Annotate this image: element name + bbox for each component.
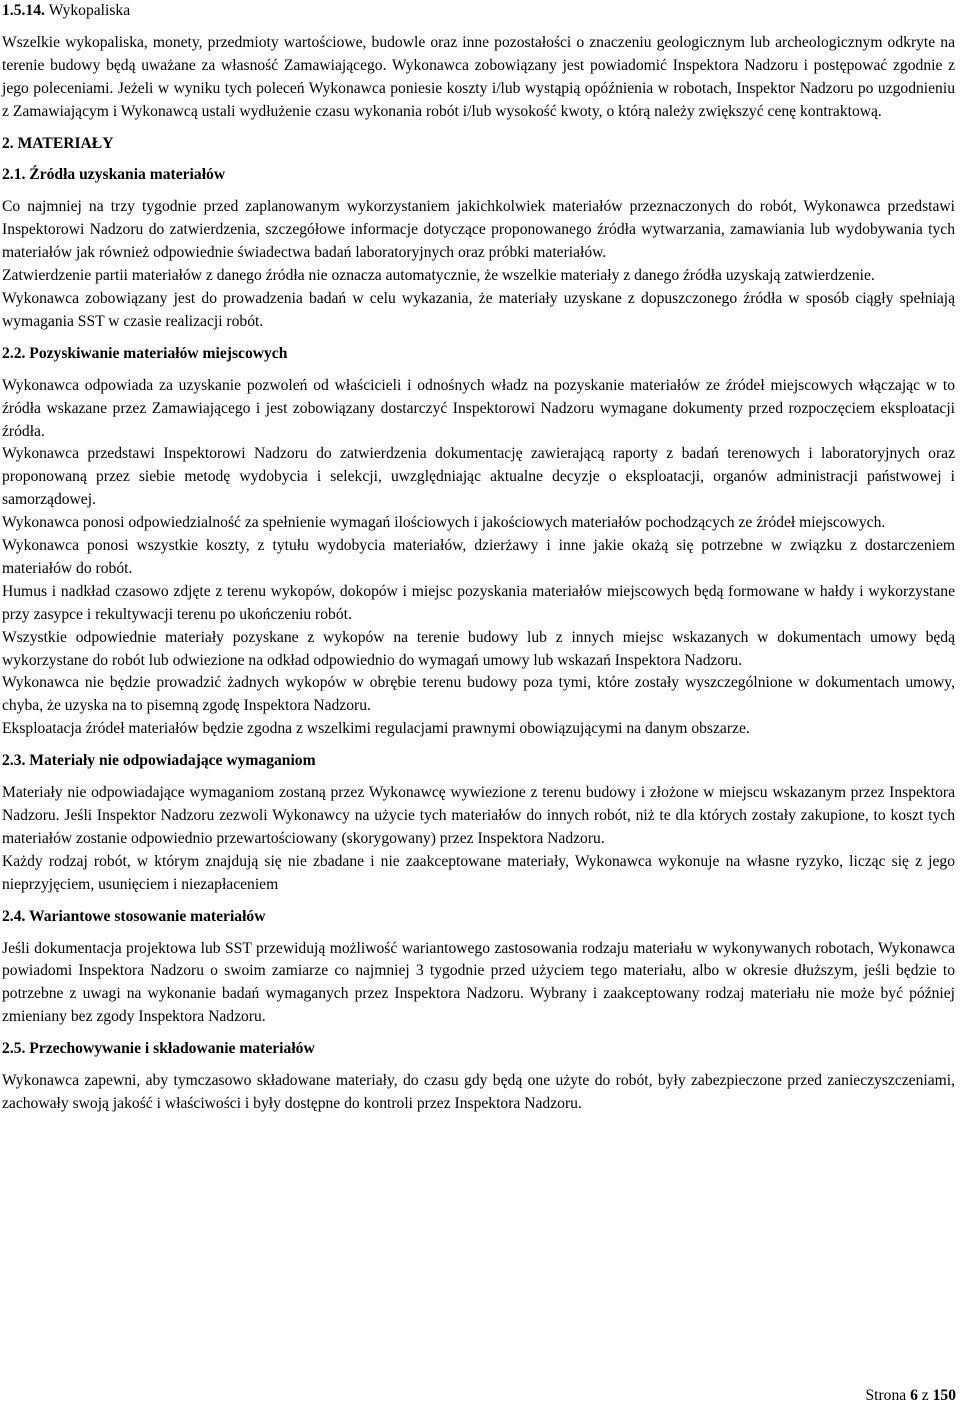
- paragraph: Wszystkie odpowiednie materiały pozyskane z wykopów na terenie budowy lub z innych miejsc wskazanych w dokumentach umowy będą wykorzystane do robót lub odwiezione na odkład odpowiednio do wymagań umowy lub wskazań Inspektora Nadzoru.: [2, 628, 955, 669]
- paragraph: Zatwierdzenie partii materiałów z danego źródła nie oznacza automatycznie, że wszelkie materiały z danego źródła uzyskają zatwierdzenie.: [2, 267, 875, 285]
- paragraph: Humus i nadkład czasowo zdjęte z terenu wykopów, dokopów i miejsc pozyskania materiałów miejscowych będą formowane w hałdy i wykorzystane przy zasypce i rekultywacji terenu po ukończeniu robót.: [2, 582, 955, 623]
- section-heading-1-5-14: [2, 0, 955, 23]
- footer-separator: z: [921, 1387, 929, 1404]
- paragraph: Jeśli dokumentacja projektowa lub SST przewidują możliwość wariantowego zastosowania rodzaju materiału w wykonywanych robotach, Wykonawca powiadomi Inspektora Nadzoru o swoim zamiarze co najmniej 3 tygodnie przed użyciem tego materiału, albo w okresie dłuższym, jeśli będzie to potrzebne z uwagi na wykonanie badań wymaganych przez Inspektora Nadzoru. Wybrany i zaakceptowany rodzaj materiału nie może być później zmieniany bez zgody Inspektora Nadzoru.: [2, 939, 955, 1026]
- footer-total-pages: 150: [932, 1387, 956, 1404]
- paragraph-wykopaliska: Wszelkie wykopaliska, monety, przedmioty wartościowe, budowle oraz inne pozostałości o znaczeniu geologicznym lub archeologicznym odkryte na terenie budowy będą uważane za własność Zamawiającego. Wykonawca zobowiązany jest powiadomić Inspektora Nadzoru i postępować zgodnie z jego poleceniami. Jeżeli w wyniku tych poleceń Wykonawca poniesie koszty i/lub wystąpią opóźnienia w robotach, Inspektor Nadzoru po uzgodnieniu z Zamawiającym i Wykonawcą ustali wydłużenie czasu wykonania robót i/lub wysokość kwoty, o którą należy zwiększyć cenę kontraktową.: [2, 33, 955, 120]
- paragraph: Wykonawca ponosi odpowiedzialność za spełnienie wymagań ilościowych i jakościowych materiałów pochodzących ze źródeł miejscowych.: [2, 514, 886, 532]
- section-title: Wykopaliska: [48, 2, 131, 19]
- paragraph: Wykonawca przedstawi Inspektorowi Nadzoru do zatwierdzenia dokumentację zawierającą raporty z badań terenowych i laboratoryjnych oraz proponowaną przez siebie metodę wydobycia i selekcji, uwzględniając aktualne decyzje o eksploatacji, organów administracji państwowej i samorządowej.: [2, 445, 955, 509]
- paragraph: Wykonawca ponosi wszystkie koszty, z tytułu wydobycia materiałów, dzierżawy i inne jakie okażą się potrzebne w związku z dostarczeniem materiałów do robót.: [2, 537, 955, 577]
- document-content: [2, 0, 955, 1116]
- footer-prefix: Strona: [865, 1387, 907, 1404]
- paragraph: Wykonawca zapewni, aby tymczasowo składowane materiały, do czasu gdy będą one użyte do robót, były zabezpieczone przed zanieczyszczeniami, zachowały swoją jakość i właściwości i były dostępne do kontroli przez Inspektora Nadzoru.: [2, 1072, 955, 1112]
- section-heading-2-2: 2.2. Pozyskiwanie materiałów miejscowych: [2, 344, 288, 362]
- paragraph: Każdy rodzaj robót, w którym znajdują się nie zbadane i nie zaakceptowane materiały, Wykonawca wykonuje na własne ryzyko, licząc się z jego nieprzyjęciem, usunięciem i niezapłaceniem: [2, 852, 955, 893]
- page-footer: [865, 1385, 956, 1408]
- section-heading-2-3: 2.3. Materiały nie odpowiadające wymaganiom: [2, 752, 316, 770]
- section-heading-2-4: 2.4. Wariantowe stosowanie materiałów: [2, 907, 266, 925]
- paragraph: Materiały nie odpowiadające wymaganiom zostaną przez Wykonawcę wywiezione z terenu budowy i złożone w miejscu wskazanym przez Inspektora Nadzoru. Jeśli Inspektor Nadzoru zezwoli Wykonawcy na użycie tych materiałów do innych robót, niż te dla których zostały zakupione, to koszt tych materiałów zostanie odpowiednio przewartościowany (skorygowany) przez Inspektora Nadzoru.: [2, 784, 955, 847]
- paragraph: Wykonawca odpowiada za uzyskanie pozwoleń od właścicieli i odnośnych władz na pozyskanie materiałów ze źródeł miejscowych włączając w to źródła wskazane przez Zamawiającego i jest zobowiązany dostarczyć Inspektorowi Nadzoru wymagane dokumenty przed rozpoczęciem eksploatacji źródła.: [2, 376, 955, 440]
- footer-page-number: 6: [910, 1387, 918, 1404]
- chapter-heading-materialy: 2. MATERIAŁY: [2, 134, 114, 152]
- section-heading-2-5: 2.5. Przechowywanie i składowanie materiałów: [2, 1040, 315, 1058]
- section-number: 1.5.14.: [2, 2, 45, 19]
- paragraph: Wykonawca zobowiązany jest do prowadzenia badań w celu wykazania, że materiały uzyskane z dopuszczonego źródła w sposób ciągły spełniają wymagania SST w czasie realizacji robót.: [2, 289, 955, 330]
- paragraph: Eksploatacja źródeł materiałów będzie zgodna z wszelkimi regulacjami prawnymi obowiązującymi na danym obszarze.: [2, 720, 750, 738]
- section-heading-2-1: 2.1. Źródła uzyskania materiałów: [2, 166, 226, 184]
- paragraph: Wykonawca nie będzie prowadzić żadnych wykopów w obrębie terenu budowy poza tymi, które zostały wyszczególnione w dokumentach umowy, chyba, że uzyska na to pisemną zgodę Inspektora Nadzoru.: [2, 674, 955, 715]
- paragraph: Co najmniej na trzy tygodnie przed zaplanowanym wykorzystaniem jakichkolwiek materiałów przeznaczonych do robót, Wykonawca przedstawi Inspektorowi Nadzoru do zatwierdzenia, szczegółowe informacje dotyczące proponowanego źródła wytwarzania, zamawiania lub wydobywania tych materiałów jak również odpowiednie świadectwa badań laboratoryjnych oraz próbki materiałów.: [2, 198, 955, 262]
